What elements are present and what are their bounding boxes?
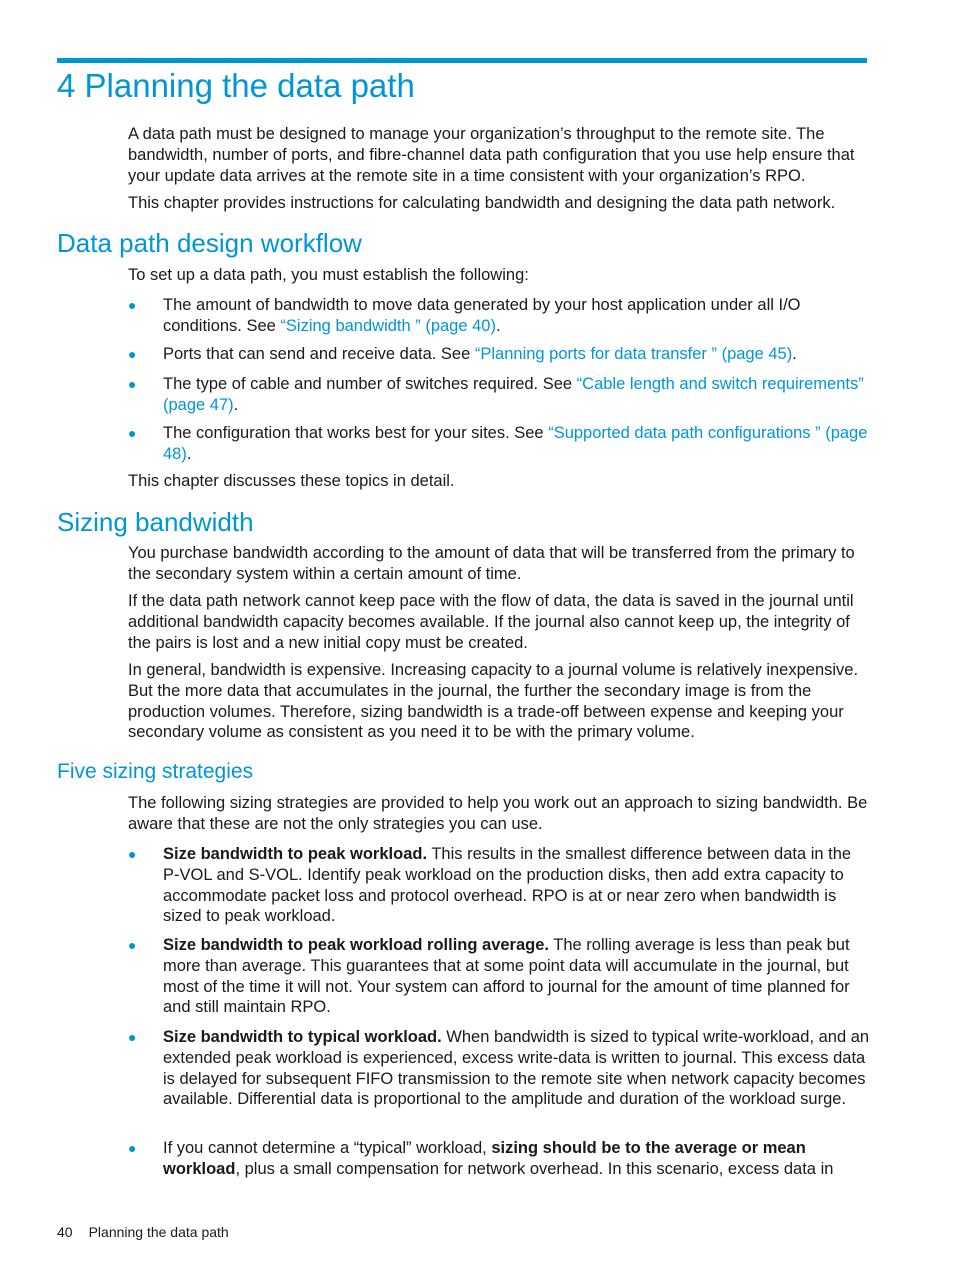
chapter-title: 4 Planning the data path bbox=[57, 67, 415, 104]
list-item bbox=[128, 374, 870, 416]
sizing-paragraph-1: You purchase bandwidth according to the amount of data that will be transferred from the primary to the secondary system within a certain amount of time. bbox=[128, 544, 855, 583]
bullet-icon: ● bbox=[128, 1029, 137, 1045]
list-item bbox=[128, 423, 870, 465]
list-item-text: Ports that can send and receive data. See “Planning ports for data transfer ” (page 45). bbox=[163, 345, 797, 363]
bullet-icon: ● bbox=[128, 425, 137, 441]
list-item-text: If you cannot determine a “typical” workload, sizing should be to the average or mean workload, plus a small compensation for network overhead. In this scenario, excess data in bbox=[163, 1139, 834, 1178]
list-item-text: Size bandwidth to typical workload. When bandwidth is sized to typical write-workload, and an extended peak workload is experienced, excess write-data is written to journal. This excess data is delayed for subsequent FIFO transmission to the remote site when network capacity becomes available. Differential data is proportional to the amplitude and duration of the workload surge. bbox=[163, 1028, 870, 1109]
sizing-paragraph-3: In general, bandwidth is expensive. Increasing capacity to a journal volume is relatively inexpensive. But the more data that accumulates in the journal, the further the secondary image is from the production volumes. Therefore, sizing bandwidth is a trade-off between expense and keeping your secondary volume as consistent as you need it to be with the primary volume. bbox=[128, 661, 859, 742]
intro-paragraph-1: A data path must be designed to manage your organization’s throughput to the remote site. The bandwidth, number of ports, and fibre-channel data path configuration that you use help ensure that your update data arrives at the remote site in a time consistent with your organization’s RPO. bbox=[128, 125, 855, 185]
workflow-closing: This chapter discusses these topics in detail. bbox=[128, 472, 455, 490]
strategies-lead: The following sizing strategies are provided to help you work out an approach to sizing bandwidth. Be aware that these are not the only strategies you can use. bbox=[128, 794, 868, 833]
bullet-icon: ● bbox=[128, 937, 137, 953]
bullet-icon: ● bbox=[128, 1140, 137, 1156]
list-item-text: The amount of bandwidth to move data generated by your host application under all I/O conditions. See “Sizing bandwidth ” (page 40). bbox=[163, 296, 801, 335]
list-item bbox=[128, 295, 870, 337]
section-heading-workflow: Data path design workflow bbox=[57, 228, 362, 258]
list-item bbox=[128, 844, 870, 927]
cross-ref-link[interactable]: “Planning ports for data transfer ” (page 45) bbox=[474, 345, 793, 363]
bullet-icon: ● bbox=[128, 376, 137, 392]
sizing-paragraph-2: If the data path network cannot keep pace with the flow of data, the data is saved in the journal until additional bandwidth capacity becomes available. If the journal also cannot keep up, the integrity of the pairs is lost and a new initial copy must be created. bbox=[128, 592, 854, 652]
bullet-icon: ● bbox=[128, 846, 137, 862]
bullet-icon: ● bbox=[128, 297, 137, 313]
cross-ref-link[interactable]: “Cable length and switch requirements” (page 47) bbox=[163, 375, 864, 414]
cross-ref-link[interactable]: “Sizing bandwidth ” (page 40) bbox=[280, 316, 496, 335]
cross-ref-link[interactable]: “Supported data path configurations ” (page 48) bbox=[163, 424, 868, 463]
page-number: 40 bbox=[57, 1224, 73, 1240]
intro-paragraph-2: This chapter provides instructions for calculating bandwidth and designing the data path network. bbox=[128, 194, 836, 212]
workflow-lead: To set up a data path, you must establish the following: bbox=[128, 266, 529, 284]
section-heading-sizing: Sizing bandwidth bbox=[57, 507, 254, 537]
running-title: Planning the data path bbox=[88, 1224, 229, 1240]
list-item-text: The type of cable and number of switches required. See “Cable length and switch requirements” (page 47). bbox=[163, 375, 864, 414]
subsection-heading-strategies: Five sizing strategies bbox=[57, 760, 254, 783]
list-item bbox=[128, 344, 870, 365]
list-item-text: Size bandwidth to peak workload. This results in the smallest difference between data in the P-VOL and S-VOL. Identify peak workload on the production disks, then add extra capacity to accommodate packet loss and protocol overhead. RPO is at or near zero when bandwidth is sized to peak workload. bbox=[163, 845, 852, 926]
list-item bbox=[128, 1138, 870, 1180]
list-item-text: Size bandwidth to peak workload rolling average. The rolling average is less than peak but more than average. This guarantees that at some point data will accumulate in the journal, but most of the time it will not. Your system can afford to journal for the amount of time planned for and still maintain RPO. bbox=[163, 936, 850, 1017]
page-footer bbox=[57, 1222, 229, 1242]
list-item bbox=[128, 1027, 870, 1110]
list-item-text: The configuration that works best for your sites. See “Supported data path configurations ” (page 48). bbox=[163, 424, 868, 463]
bullet-icon: ● bbox=[128, 346, 137, 362]
list-item bbox=[128, 935, 870, 1018]
chapter-rule bbox=[57, 58, 867, 63]
